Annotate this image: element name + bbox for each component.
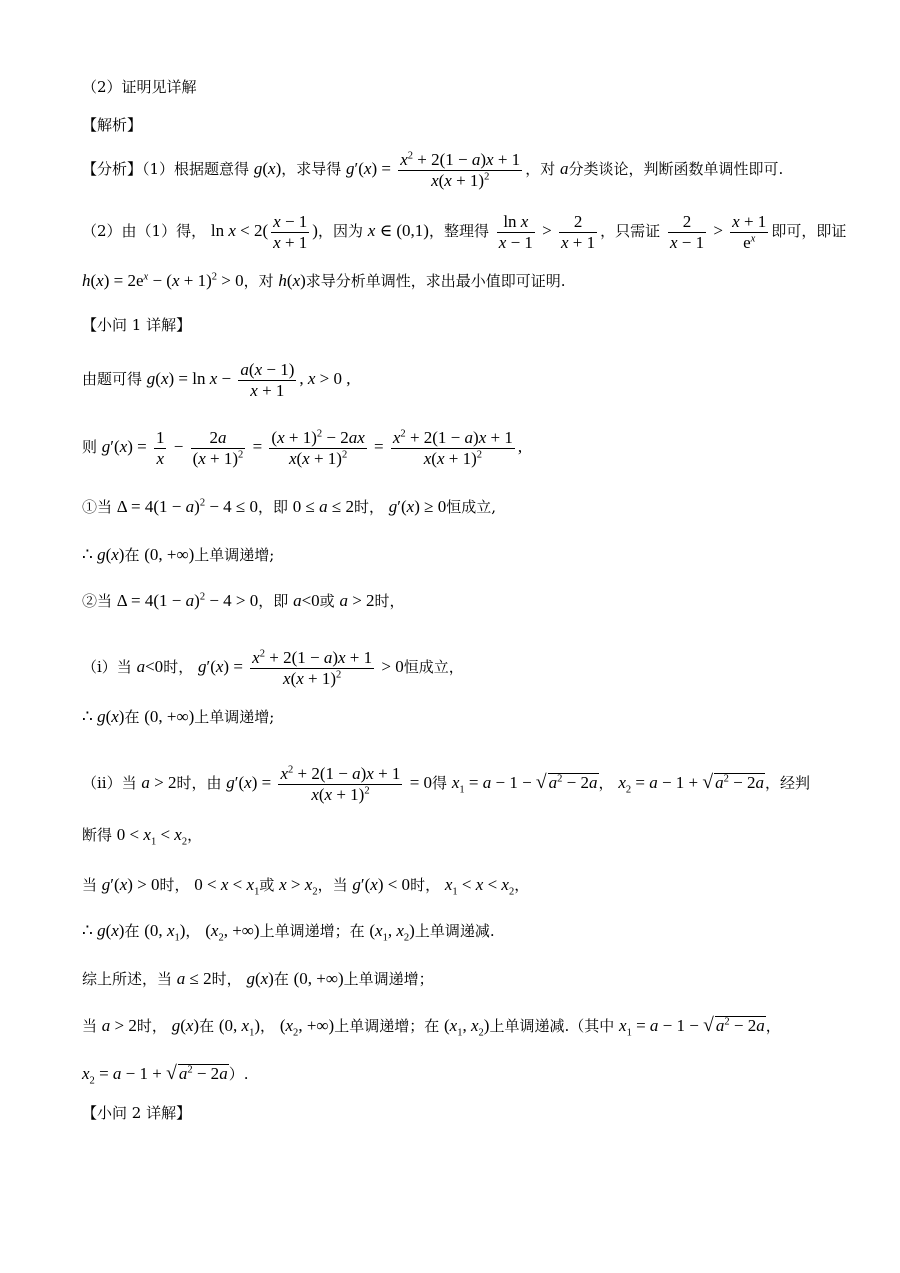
formula: g′(x) = $\frac{x^2 + 2(1 - a)x + 1}{x(x + 1)^2}$ [346, 150, 521, 190]
q1-increasing-1: ∴ g(x)在 (0, +∞)上单调递增; [82, 545, 275, 564]
q2-heading: 【小问 2 详解】 [82, 1104, 192, 1122]
q1-monotonic: ∴ g(x)在 (0, $x_1$)， ($x_2$, +∞)上单调递增；在 ($x_1$, $x_2$)上单调递减. [82, 921, 495, 944]
analysis-line-2: （2）由（1）得， ln x < 2( $\frac{x - 1}{x + 1}$ )，因为 x ∈ (0,1)，整理得 $\frac{\text{ln x}}{x - 1}$ > $\frac{2}{x + 1}$ ，只需证 $\frac{2}{x - 1}$ > $\frac{x + 1}{e^x}$ 即可，即证 [82, 212, 847, 252]
q1-increasing-2: ∴ g(x)在 (0, +∞)上单调递增; [82, 707, 275, 726]
q1-line-2: 则 g′(x) = $\frac{1}{x}$ − $\frac{2a}{(x + 1)^2}$ = $\frac{(x + 1)^2 - 2ax}{x(x + 1)^2}$ = $\frac{x^2 + 2(1 - a)x + 1}{x(x + 1)^2}$ , [82, 428, 523, 468]
q1-case-2: ②当 $\Delta = 4(1 - a)^2 - 4 > 0$，即 a<0或 a > 2时， [82, 591, 405, 610]
q1-sign: 当 g′(x) > 0时， $0 < x < x_1$或 $x > x_2$，当 g′(x) < 0时， $x_1 < x < x_2$， [82, 875, 530, 898]
q1-summary-3: $x_2 = a - 1$ + √ $a^2 - 2a$）. [82, 1063, 249, 1087]
part2-answer: （2）证明见详解 [82, 78, 197, 96]
q1-summary-1: 综上所述，当 a ≤ 2时， g(x)在 (0, +∞)上单调递增； [82, 969, 434, 988]
q1-case-1: ①当 $\Delta = 4(1 - a)^2 - 4 \le 0$，即 0 ≤ a ≤ 2时， g′(x) ≥ 0恒成立, [82, 497, 496, 516]
q1-subcase-i: （i）当 a<0时， g′(x) = $\frac{x^2 + 2(1 - a)x + 1}{x(x + 1)^2}$ > 0恒成立， [82, 648, 464, 688]
analysis-line-3: $h(x) = 2e^x - (x + 1)^2 > 0$，对 h(x)求导分析单调性，求出最小值即可证明. [82, 271, 566, 290]
q1-judge: 断得 $0 < x_1 < x_2$， [82, 825, 203, 848]
q1-summary-2: 当 a > 2时， g(x)在 (0, $x_1$)， ($x_2$, +∞)上单调递增；在 ($x_1$, $x_2$)上单调递减.（其中 $x_1 = a - 1$ − √ $a^2 - 2a$， [82, 1015, 781, 1039]
q1-line-1: 由题可得 g(x) = ln x − $\frac{a(x - 1)}{x + 1}$ , x > 0 , [82, 360, 351, 400]
q1-heading: 【小问 1 详解】 [82, 316, 192, 334]
formula: g(x) [253, 158, 282, 178]
analysis-label: 【分析】 [82, 159, 143, 178]
q1-subcase-ii: （ii）当 a > 2时，由 g′(x) = $\frac{x^2 + 2(1 - a)x + 1}{x(x + 1)^2}$ = 0得 $x_1 = a - 1$ − √ $a^2 - 2a$， $x_2 = a - 1$ + √ $a^2 - 2a$，经判 [82, 764, 811, 804]
formula: ln x < 2( $\frac{x - 1}{x + 1}$ ) [210, 212, 318, 252]
analysis-heading: 【解析】 [82, 116, 143, 134]
analysis-line-1: 【分析】（1）根据题意得 g(x)，求导得 g′(x) = $\frac{x^2 + 2(1 - a)x + 1}{x(x + 1)^2}$ ，对 a分类谈论，判断函数单调性即可. [82, 150, 784, 190]
